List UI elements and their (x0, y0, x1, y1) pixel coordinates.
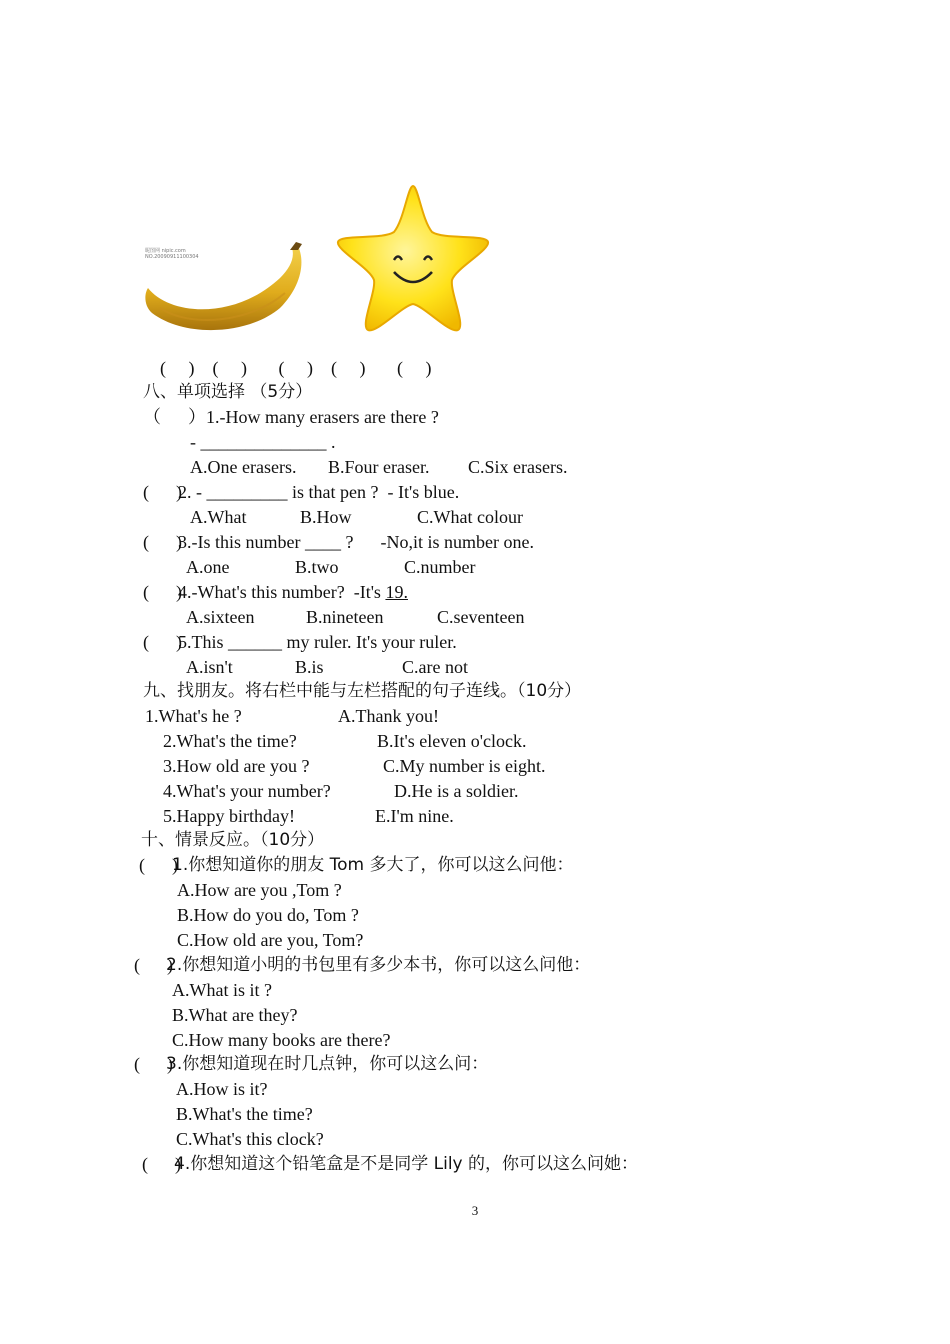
q8-1-option-a: A.One erasers. (190, 457, 297, 477)
match-left-item: 3.How old are you ? (163, 756, 310, 776)
q8-3-bracket: ( ) (143, 532, 182, 552)
q10-3-option-c: C.What's this clock? (176, 1129, 324, 1149)
page-number: 3 (471, 1203, 479, 1218)
match-left-item: 5.Happy birthday! (163, 806, 295, 826)
q10-4-text: 4.你想知道这个铅笔盒是不是同学 Lily 的，你可以这么问她： (174, 1154, 639, 1174)
q8-3-text: 3.-Is this number ____ ? -No,it is number one. (178, 532, 534, 552)
q8-4-underlined-number: 19. (385, 582, 408, 602)
banana-watermark: 昵图网 nipic.com (145, 248, 186, 254)
q10-3-option-b: B.What's the time? (176, 1104, 313, 1124)
q8-2-bracket: ( ) (143, 482, 182, 502)
q8-2-option-a: A.What (190, 507, 247, 527)
q10-2-bracket: ( ) (134, 955, 173, 975)
q8-1-option-c: C.Six erasers. (468, 457, 568, 477)
section10-title: 十、情景反应。（10分） (141, 830, 325, 850)
q8-4-option-a: A.sixteen (186, 607, 255, 627)
q8-3-option-b: B.two (295, 557, 339, 577)
q8-1-answer-blank: - ______________ . (190, 432, 336, 452)
q8-4-text (178, 581, 408, 603)
q8-5-text: 5.This ______ my ruler. It's your ruler. (178, 632, 457, 652)
q10-2-text: 2.你想知道小明的书包里有多少本书，你可以这么问他： (166, 955, 591, 975)
q8-1-line: （ ）1.-How many erasers are there ? (143, 407, 439, 427)
match-left-item: 4.What's your number? (163, 781, 331, 801)
q8-3-option-a: A.one (186, 557, 230, 577)
q10-4-bracket: ( ) (142, 1154, 181, 1174)
q8-2-option-c: C.What colour (417, 507, 523, 527)
q8-4-option-b: B.nineteen (306, 607, 384, 627)
q8-1-option-b: B.Four eraser. (328, 457, 430, 477)
match-right-item: C.My number is eight. (383, 756, 546, 776)
section8-title: 八、单项选择 （5分） (143, 382, 313, 402)
q10-3-text: 3.你想知道现在时几点钟，你可以这么问： (166, 1054, 489, 1074)
q8-3-option-c: C.number (404, 557, 476, 577)
q8-2-text: 2. - _________ is that pen ? - It's blue. (178, 482, 460, 502)
q10-1-text: 1.你想知道你的朋友 Tom 多大了，你可以这么问他： (172, 855, 574, 875)
match-right-item: B.It's eleven o'clock. (377, 731, 527, 751)
match-right-item: A.Thank you! (338, 706, 439, 726)
q10-2-option-b: B.What are they? (172, 1005, 298, 1025)
q8-5-bracket: ( ) (143, 632, 182, 652)
match-left-item: 1.What's he ? (145, 706, 242, 726)
q8-4-option-c: C.seventeen (437, 607, 525, 627)
q10-1-option-c: C.How old are you, Tom? (177, 930, 364, 950)
q8-5-option-a: A.isn't (186, 657, 233, 677)
q10-3-option-a: A.How is it? (176, 1079, 268, 1099)
match-right-item: D.He is a soldier. (394, 781, 519, 801)
q10-3-bracket: ( ) (134, 1054, 173, 1074)
q10-1-bracket: ( ) (139, 855, 178, 875)
q8-2-option-b: B.How (300, 507, 352, 527)
banana-icon (140, 238, 310, 348)
q10-2-option-c: C.How many books are there? (172, 1030, 391, 1050)
banana-watermark-id: NO.20090911100304 (145, 254, 199, 260)
q10-1-option-a: A.How are you ,Tom ? (177, 880, 342, 900)
smiling-star-icon (336, 180, 491, 332)
q8-4-bracket: ( ) (143, 582, 182, 602)
q10-1-option-b: B.How do you do, Tom ? (177, 905, 359, 925)
match-right-item: E.I'm nine. (375, 806, 454, 826)
picture-answer-brackets: ( ) ( ) ( ) ( ) ( ) (160, 358, 432, 378)
q10-2-option-a: A.What is it ? (172, 980, 272, 1000)
q8-4-question: 4.-What's this number? -It's (178, 582, 386, 602)
q8-5-option-b: B.is (295, 657, 324, 677)
match-left-item: 2.What's the time? (163, 731, 297, 751)
q8-5-option-c: C.are not (402, 657, 468, 677)
section9-title: 九、找朋友。将右栏中能与左栏搭配的句子连线。（10分） (143, 681, 582, 701)
